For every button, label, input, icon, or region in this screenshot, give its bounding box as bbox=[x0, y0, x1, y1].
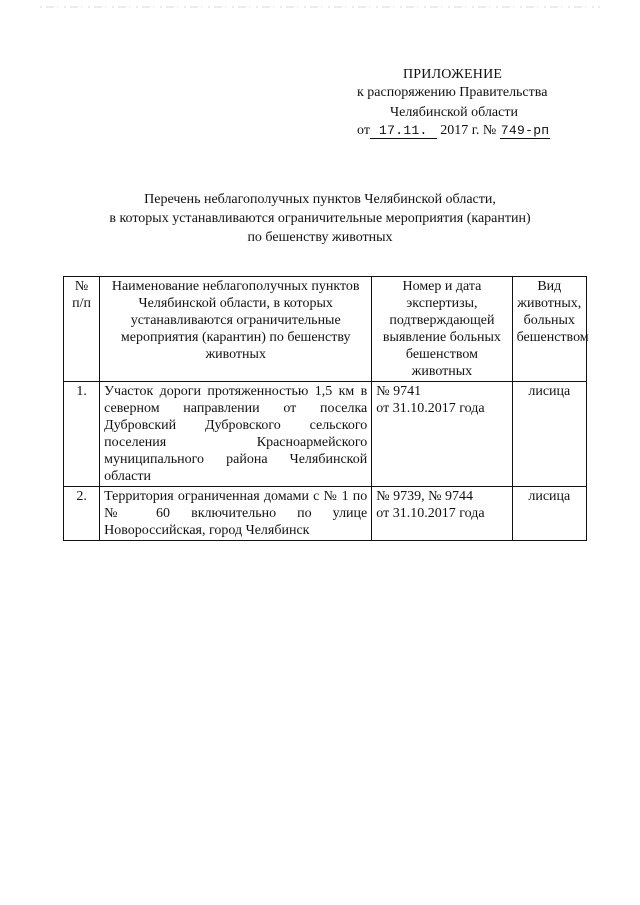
table-row bbox=[64, 487, 587, 541]
header-number: № п/п bbox=[64, 277, 100, 382]
row-number: 2. bbox=[64, 487, 100, 541]
document-heading bbox=[90, 190, 550, 247]
expertise-date: от 31.10.2017 года bbox=[376, 401, 485, 416]
appendix-order-line: к распоряжению Правительства bbox=[357, 85, 548, 100]
appendix-region-line: Челябинской области bbox=[390, 105, 518, 120]
appendix-title: ПРИЛОЖЕНИЕ bbox=[403, 67, 503, 82]
header-animal-kind: Вид животных, больных бешенством bbox=[512, 277, 586, 382]
document-number: 749-рп bbox=[500, 123, 550, 138]
row-location: Территория ограниченная домами с № 1 по № 60 включительно по улице Новороссийская, город Челябинск bbox=[100, 487, 372, 541]
header-expertise: Номер и дата экспертизы, подтверждающей выявление больных бешенством животных bbox=[372, 277, 512, 382]
row-number: 1. bbox=[64, 382, 100, 487]
row-expertise bbox=[372, 487, 512, 541]
row-expertise bbox=[372, 382, 512, 487]
date-prefix: от bbox=[357, 123, 370, 138]
heading-line-2: в которых устанавливаются ограничительные мероприятия (карантин) bbox=[109, 211, 531, 226]
date-value: 17.11. bbox=[370, 123, 437, 139]
expertise-date: от 31.10.2017 года bbox=[376, 506, 485, 521]
row-location: Участок дороги протяженностью 1,5 км в северном направлении от поселка Дубровский Дубровского сельского поселения Красноармейского муниципального района Челябинской области bbox=[100, 382, 372, 487]
heading-line-3: по бешенству животных bbox=[247, 230, 393, 245]
foci-table bbox=[63, 276, 587, 541]
header-name: Наименование неблагополучных пунктов Челябинской области, в которых устанавливаются ограничительные мероприятия (карантин) по бешенству животных bbox=[100, 277, 372, 382]
appendix-date-line bbox=[357, 122, 550, 140]
expertise-number: № 9739, № 9744 bbox=[376, 489, 473, 504]
row-animal-kind: лисица bbox=[512, 487, 586, 541]
appendix-block bbox=[0, 66, 640, 146]
row-animal-kind: лисица bbox=[512, 382, 586, 487]
scan-artifact bbox=[40, 6, 600, 8]
year-text: 2017 г. № bbox=[440, 123, 497, 138]
table-header-row bbox=[64, 277, 587, 382]
table-row bbox=[64, 382, 587, 487]
expertise-number: № 9741 bbox=[376, 384, 422, 399]
heading-line-1: Перечень неблагополучных пунктов Челябинской области, bbox=[144, 192, 496, 207]
